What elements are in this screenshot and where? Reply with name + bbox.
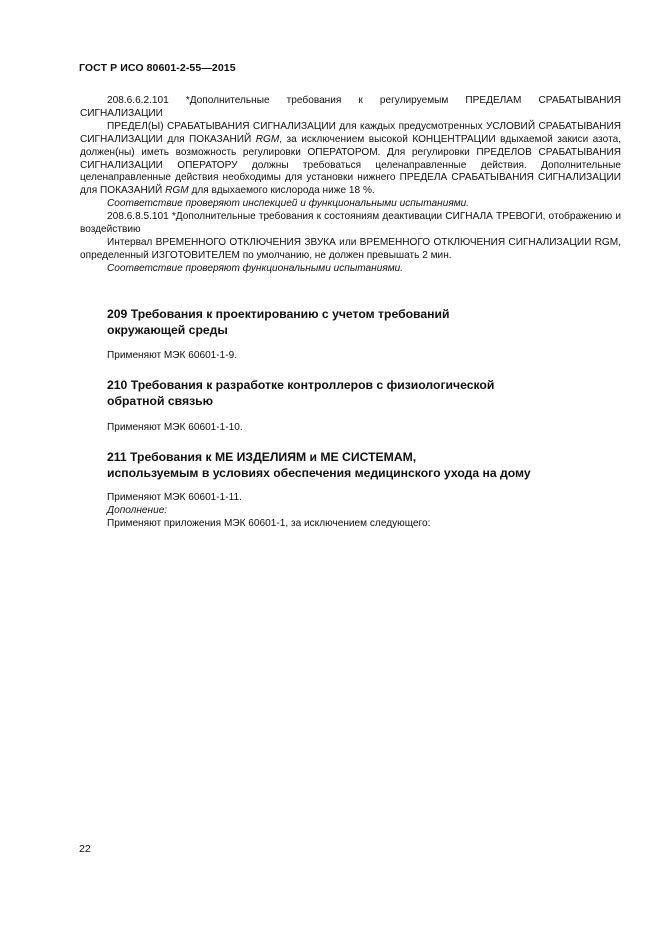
body-text: ПРЕДЕЛ(Ы) СРАБАТЫВАНИЯ СИГНАЛИЗАЦИИ для каждых предусмотренных УСЛОВИЙ СРАБАТЫВАНИЯ СИГНАЛИЗАЦИИ для ПОКАЗАНИЙ — [80, 120, 621, 145]
section-211-heading — [107, 449, 622, 481]
section-210-heading — [107, 377, 622, 409]
section-209-heading — [107, 306, 622, 338]
clause-208-6-8-5-101-heading: 208.6.8.5.101 *Дополнительные требования к состояниям деактивации СИГНАЛА ТРЕВОГИ, отображению и воздействию — [80, 211, 621, 236]
addition-label: Дополнение: — [107, 505, 168, 516]
section-211-text — [107, 491, 622, 530]
page-number: 22 — [79, 843, 91, 855]
body-text: для вдыхаемого кислорода ниже 18 %. — [188, 185, 375, 197]
section-210-text — [107, 421, 622, 434]
clause-208-6-6-2-101-body — [80, 121, 621, 198]
section-heading-line: 209 Требования к проектированию с учетом требований — [107, 307, 450, 321]
section-heading-line: 211 Требования к МЕ ИЗДЕЛИЯМ и МЕ СИСТЕМАМ, — [107, 450, 417, 464]
compliance-note: Соответствие проверяют инспекцией и функциональными испытаниями. — [107, 198, 470, 210]
application-text: Применяют МЭК 60601-1-9. — [107, 350, 238, 361]
compliance-note: Соответствие проверяют функциональными испытаниями. — [107, 262, 404, 274]
rgm-term: RGM — [255, 133, 280, 145]
clause-208-6-6-2-101-heading: 208.6.6.2.101 *Дополнительные требования к регулируемым ПРЕДЕЛАМ СРАБАТЫВАНИЯ СИГНАЛИЗАЦИИ — [80, 95, 621, 119]
application-text: Применяют МЭК 60601-1-10. — [107, 422, 243, 433]
rgm-term: RGM — [165, 185, 189, 197]
section-heading-line: обратной связью — [107, 394, 214, 408]
section-heading-line: 210 Требования к разработке контроллеров с физиологической — [107, 378, 495, 392]
body-text: , за исключением высокой КОНЦЕНТРАЦИИ вдыхаемой закиси азота, должен(ны) иметь возможность регулировки ОПЕРАТОРОМ. Для регулировки ПРЕДЕЛОВ СРАБАТЫВАНИЯ СИГНАЛИЗАЦИИ ОПЕРАТОРУ должны требоваться целенаправленные действия. Дополнительные целенаправленные действия необходимы для установки нижнего ПРЕДЕЛА СРАБАТЫВАНИЯ СИГНАЛИЗАЦИИ для ПОКАЗАНИЙ — [80, 133, 621, 197]
document-header: ГОСТ Р ИСО 80601-2-55—2015 — [79, 62, 236, 74]
main-content — [80, 95, 621, 276]
clause-208-6-8-5-101-body: Интервал ВРЕМЕННОГО ОТКЛЮЧЕНИЯ ЗВУКА или ВРЕМЕННОГО ОТКЛЮЧЕНИЯ СИГНАЛИЗАЦИИ RGM, определенный ИЗГОТОВИТЕЛЕМ по умолчанию, не должен превышать 2 мин. — [80, 236, 621, 261]
section-heading-line: окружающей среды — [107, 323, 228, 337]
application-text: Применяют МЭК 60601-1-11. — [107, 492, 242, 503]
section-209-text — [107, 349, 622, 362]
section-heading-line: используемым в условиях обеспечения медицинского ухода на дому — [107, 466, 531, 480]
addition-text: Применяют приложения МЭК 60601-1, за исключением следующего: — [107, 518, 431, 529]
